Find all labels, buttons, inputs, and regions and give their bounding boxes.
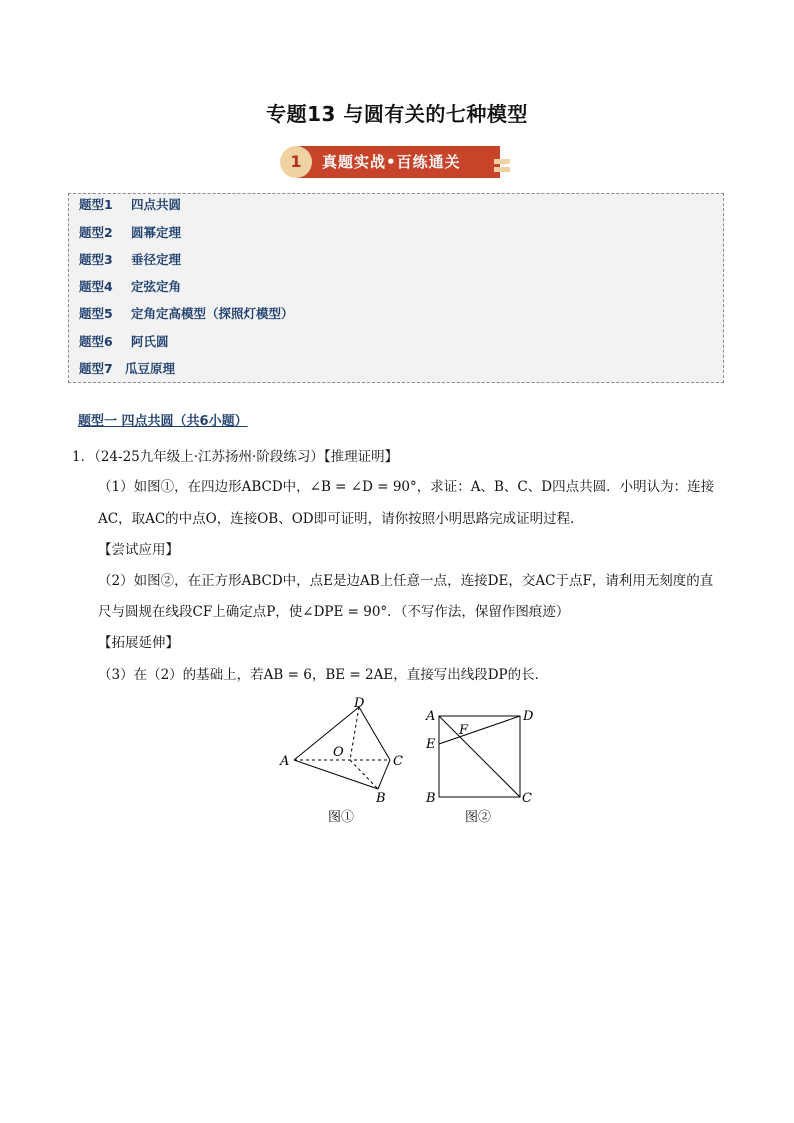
toc-item[interactable]: [79, 195, 181, 213]
toc-text: 瓜豆原理: [125, 361, 176, 376]
edge-dc: [359, 707, 390, 760]
figure-1-diagram: [270, 690, 420, 810]
toc-label: 题型4: [79, 279, 113, 294]
toc-item[interactable]: [79, 304, 294, 322]
toc-label: 题型7: [79, 361, 113, 376]
segment-od: [350, 707, 359, 760]
problem-line: 【尝试应用】: [98, 542, 179, 558]
problem-line: （2）如图②，在正方形ABCD中，点E是边AB上任意一点，连接DE，交AC于点F，请利用无刻度的直: [98, 573, 714, 589]
label-b: B: [376, 791, 386, 806]
problem-line: （3）在（2）的基础上，若AB = 6，BE = 2AE，直接写出线段DP的长．: [98, 667, 549, 683]
toc-item[interactable]: [79, 250, 181, 268]
toc-text: 圆幂定理: [131, 225, 182, 240]
label-c: C: [393, 754, 403, 769]
toc-label: 题型1: [79, 197, 113, 212]
table-of-contents: [68, 193, 724, 383]
segment-de: [439, 716, 520, 744]
toc-text: 定角定高模型（探照灯模型）: [131, 306, 294, 321]
toc-item[interactable]: [79, 359, 175, 377]
edge-ad: [294, 707, 359, 760]
problem-line: AC，取AC的中点O，连接OB、OD即可证明，请你按照小明思路完成证明过程．: [98, 511, 584, 527]
banner-decoration: [494, 167, 510, 172]
label-f: F: [459, 723, 469, 738]
toc-label: 题型2: [79, 225, 113, 240]
toc-label: 题型3: [79, 252, 113, 267]
label-a: A: [426, 709, 436, 724]
figure-2-caption: 图②: [465, 810, 492, 825]
edge-cb: [378, 760, 390, 789]
problem-header: 1．（24-25九年级上·江苏扬州·阶段练习）【推理证明】: [72, 449, 399, 465]
label-o: O: [333, 745, 344, 760]
label-a: A: [280, 754, 290, 769]
banner-decoration: [494, 159, 510, 164]
section-banner: [280, 144, 510, 182]
edge-ba: [294, 760, 378, 789]
toc-item[interactable]: [79, 332, 169, 350]
problem-line: 【拓展延伸】: [98, 635, 179, 651]
banner-number: 1: [280, 146, 312, 178]
page-title: 专题13 与圆有关的七种模型: [266, 102, 528, 126]
toc-text: 垂径定理: [131, 252, 182, 267]
toc-text: 四点共圆: [131, 197, 182, 212]
toc-item[interactable]: [79, 277, 181, 295]
label-b: B: [426, 791, 436, 806]
toc-text: 定弦定角: [131, 279, 182, 294]
toc-item[interactable]: [79, 223, 181, 241]
section-heading[interactable]: 题型一 四点共圆（共6小题）: [78, 414, 248, 429]
problem-line: 尺与圆规在线段CF上确定点P，使∠DPE = 90°．（不写作法，保留作图痕迹）: [98, 604, 570, 620]
figure-2-diagram: [420, 700, 550, 810]
diagonal-ac: [439, 716, 520, 797]
toc-label: 题型6: [79, 334, 113, 349]
label-e: E: [426, 737, 436, 752]
toc-label: 题型5: [79, 306, 113, 321]
banner-text: 真题实战•百练通关: [322, 153, 461, 171]
label-d: D: [354, 696, 365, 711]
label-c: C: [522, 791, 532, 806]
label-d: D: [523, 709, 534, 724]
figure-1-caption: 图①: [328, 810, 355, 825]
toc-text: 阿氏圆: [131, 334, 169, 349]
problem-line: （1）如图①，在四边形ABCD中，∠B = ∠D = 90°，求证：A、B、C、D四点共圆．小明认为：连接: [98, 479, 715, 495]
